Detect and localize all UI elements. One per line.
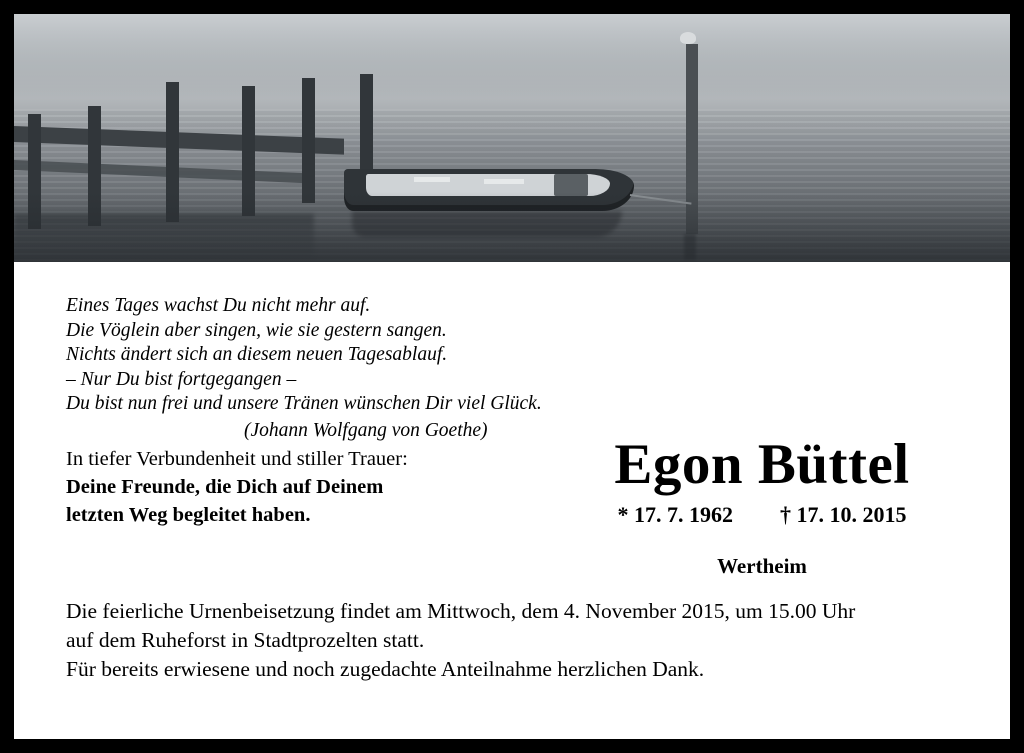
mourners-intro: In tiefer Verbundenheit und stiller Trauer:: [66, 448, 408, 470]
mourners-line-1: Deine Freunde, die Dich auf Deinem: [66, 476, 384, 498]
funeral-details: [66, 597, 966, 684]
boat-seat-1: [414, 177, 450, 182]
poem-line-2: Die Vöglein aber singen, wie sie gestern sangen.: [66, 319, 447, 341]
poem-attribution: (Johann Wolfgang von Goethe): [244, 419, 488, 441]
poem-line-5: Du bist nun frei und unsere Tränen wünschen Dir viel Glück.: [66, 393, 542, 414]
deceased-name: Egon Büttel: [614, 433, 910, 496]
jetty-post-5: [302, 78, 315, 203]
bird-icon: [680, 32, 696, 44]
memorial-photo: [14, 14, 1010, 262]
poem-block: [66, 294, 542, 443]
poem-line-3: Nichts ändert sich an diesem neuen Tagesablauf.: [66, 344, 448, 365]
funeral-line-3: Für bereits erwiesene und noch zugedachte Anteilnahme herzlichen Dank.: [66, 657, 705, 681]
obituary-text-area: [14, 262, 1010, 739]
deceased-city: Wertheim: [717, 554, 807, 578]
mourners-line-2: letzten Weg begleitet haben.: [66, 504, 311, 526]
poem-line-4: – Nur Du bist fortgegangen –: [66, 368, 297, 390]
boat-seat-2: [484, 179, 524, 184]
poem-line-1: Eines Tages wachst Du nicht mehr auf.: [66, 295, 371, 316]
funeral-line-1: Die feierliche Urnenbeisetzung findet am Mittwoch, dem 4. November 2015, um 15.00 Uhr: [66, 599, 856, 623]
death-date: † 17. 10. 2015: [780, 502, 907, 527]
obituary-card: [14, 14, 1010, 739]
funeral-line-2: auf dem Ruheforst in Stadtprozelten statt.: [66, 628, 425, 652]
photo-bottom-shadow: [14, 192, 1010, 262]
mourners-block: [66, 446, 408, 528]
birth-date: * 17. 7. 1962: [617, 502, 733, 527]
deceased-dates: [562, 502, 962, 528]
